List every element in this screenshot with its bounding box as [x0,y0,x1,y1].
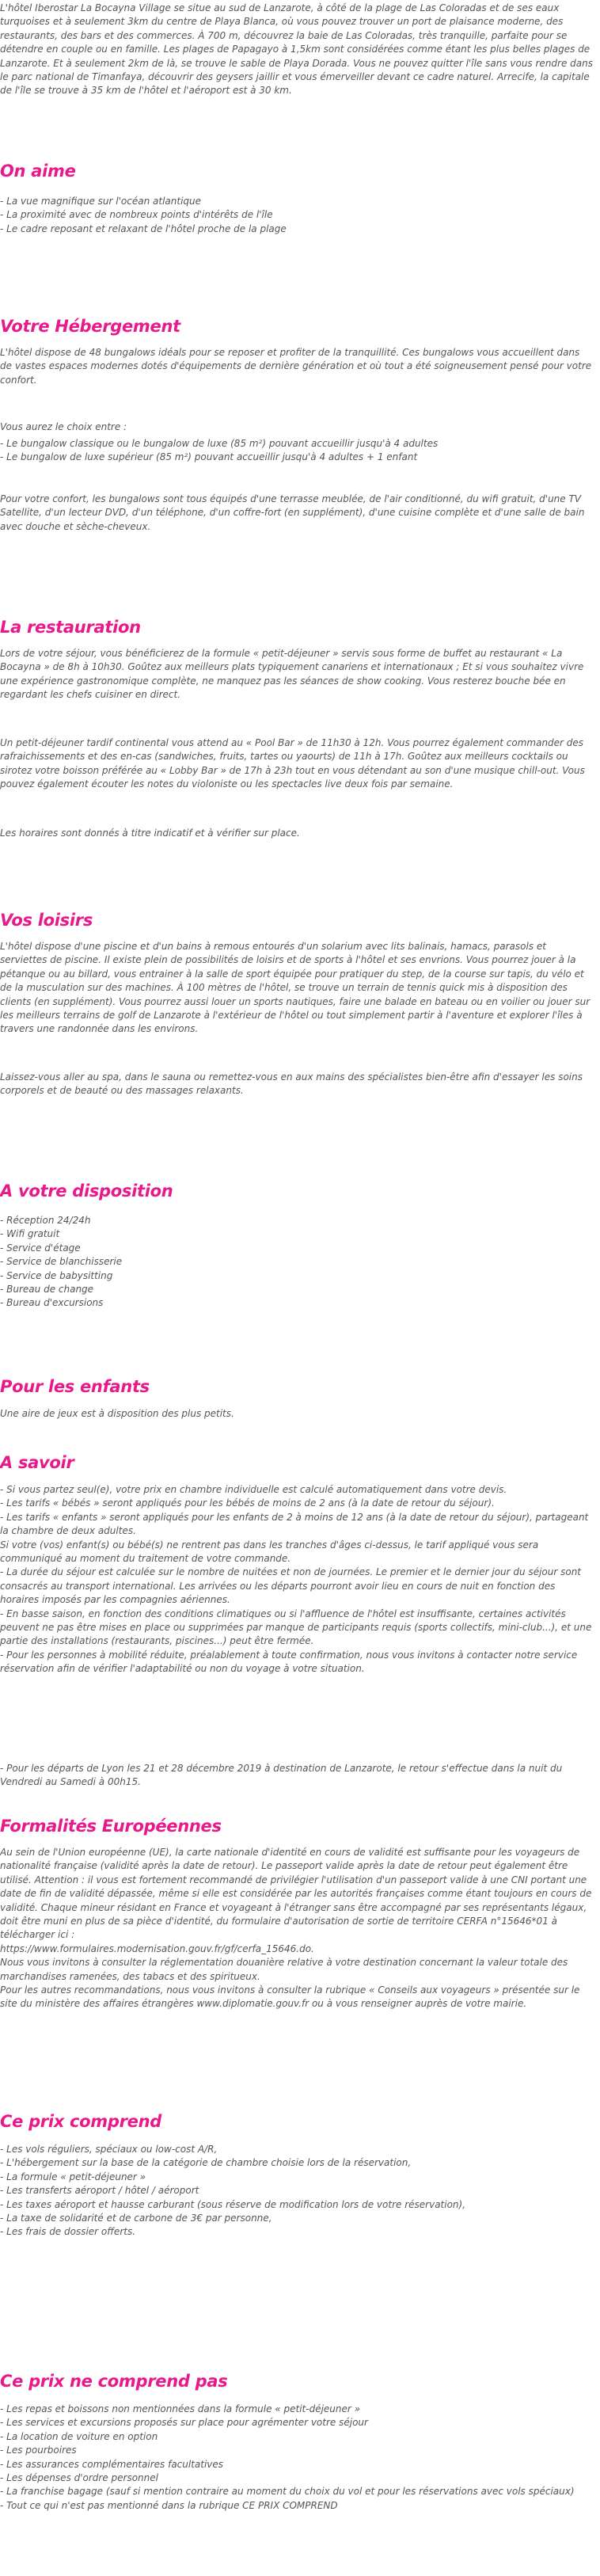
section-title-loisirs: Vos loisirs [0,911,93,930]
formalites-customs-paragraph: Nous vous invitons à consulter la réglementation douanière relative à votre destination concernant la valeur totale des marchandises ramenées, des tabacs et des spiritueux. [0,1957,568,1982]
list-item: - Les services et excursions proposés sur place pour agrémenter votre séjour [0,2417,368,2429]
formalites-recommendations-paragraph: Pour les autres recommandations, nous vous invitons à consulter la rubrique « Conseils aux voyageurs » présentée sur le site du ministère des affaires étrangères www.diplomatie.gouv.fr ou à vous renseigner auprès de votre mairie. [0,1984,580,2010]
hebergement-choices-list [0,437,594,465]
section-title-enfants: Pour les enfants [0,1377,150,1396]
list-item: - L'hébergement sur la base de la catégorie de chambre choisie lors de la réservation, [0,2157,412,2169]
list-item: - Les frais de dossier offerts. [0,2226,136,2238]
list-item: - Bureau d'excursions [0,1297,104,1309]
cerfa-link[interactable]: https://www.formulaires.modernisation.gouv.fr/gf/cerfa_15646.do. [0,1942,314,1954]
formalites-paragraph: Au sein de l'Union européenne (UE), la carte nationale d'identité en cours de validité est suffisante pour les voyageurs de nationalité française (validité après la date de retour). Le passeport valide après la date de retour peut également être utilisé. Attention : il vous est fortement recommandé de privilégier l'utilisation d'un passeport valide à une CNI portant une date de fin de validité dépassée, même si elle est considérée par les autorités françaises comme étant toujours en cours de validité. Chaque mineur résidant en France et voyageant à l'étranger sans être accompagné par ses représentants légaux, doit être muni en plus de sa pièce d'identité, du formulaire d'autorisation de sortie de territoire CERFA n°15646*01 à télécharger ici : [0,1847,592,1941]
section-title-restauration: La restauration [0,618,141,637]
list-item: - La franchise bagage (sauf si mention contraire au moment du choix du vol et pour les réservations avec vols spéciaux) [0,2486,575,2498]
restauration-paragraph-1: Lors de votre séjour, vous bénéficierez de la formule « petit-déjeuner » servis sous forme de buffet au restaurant « La Bocayna » de 8h à 10h30. Goûtez aux meilleurs plats typiquement canariens et internationaux ; Et si vous souhaitez vivre une expérience gastronomique complète, ne manquez pas les séances de show cooking. Vous resterez bouche bée en regardant les chefs cuisiner en direct. [0,648,584,701]
a-savoir-line: - Si vous partez seul(e), votre prix en chambre individuelle est calculé automatiquement dans votre devis. [0,1484,507,1495]
section-title-formalites: Formalités Européennes [0,1817,222,1836]
list-item: - Service d'étage [0,1242,81,1254]
list-item: - Les vols réguliers, spéciaux ou low-cost A/R, [0,2144,218,2155]
prix-ne-comprend-pas-list [0,2403,594,2513]
a-savoir-line: - En basse saison, en fonction des conditions climatiques ou si l'affluence de l'hôtel est insuffisante, certaines activités peuvent ne pas être mises en place ou supprimées par manque de participants requis (sports collectifs, mini-club...), et une partie des installations (restaurants, piscines...) peut être fermée. [0,1608,592,1647]
prix-comprend-list [0,2143,594,2239]
list-item: - La proximité avec de nombreux points d'intérêts de l'île [0,209,273,221]
loisirs-paragraph-1: L'hôtel dispose d'une piscine et d'un bains à remous entourés d'un solarium avec lits balinais, hamacs, parasols et serviettes de piscine. Il existe plein de possibilités de loisirs et de sports à l'hôtel et ses envrions. Vous pourrez jouer à la pétanque ou au billard, vous entrainer à la salle de sport équipée pour pratiquer du step, de la course sur tapis, du vélo et de la musculation sur des machines. À 100 mètres de l'hôtel, se trouve un terrain de tennis quick mis à disposition des clients (en supplément). Vous pourrez aussi louer un sports nautiques, faire une balade en bateau ou en voilier ou jouer sur les meilleurs terrains de golf de Lanzarote à l'extérieur de l'hôtel ou tout simplement partir à l'aventure et explorer l'îles à travers une randonnée dans les environs. [0,941,591,1035]
section-title-disposition: A votre disposition [0,1181,173,1200]
a-savoir-lyon-note: - Pour les départs de Lyon les 21 et 28 décembre 2019 à destination de Lanzarote, le retour s'effectue dans la nuit du Vendredi au Samedi à 00h15. [0,1763,563,1788]
list-item: - Les pourboires [0,2445,77,2456]
list-item: - La vue magnifique sur l'océan atlantique [0,196,202,207]
a-savoir-line: - Pour les personnes à mobilité réduite, préalablement à toute confirmation, nous vous invitons à contacter notre service réservation afin de vérifier l'adaptabilité ou non du voyage à votre situation. [0,1649,578,1675]
restauration-paragraph-2: Un petit-déjeuner tardif continental vous attend au « Pool Bar » de 11h30 à 12h. Vous pourrez également commander des rafraichissements et des en-cas (sandwiches, fruits, tartes ou yaourts) de 11h à 17h. Goûtez aux meilleurs cocktails ou sirotez votre boisson préférée au « Lobby Bar » de 17h à 23h tout en vous détendant au son d'une musique chill-out. Vous pouvez également écouter les notes du violoniste ou les spectacles live deux fois par semaine. [0,737,585,790]
section-title-a-savoir: A savoir [0,1453,74,1472]
section-title-prix-comprend: Ce prix comprend [0,2112,161,2131]
a-savoir-line: - Les tarifs « bébés » seront appliqués pour les bébés de moins de 2 ans (à la date de retour du séjour). [0,1497,495,1509]
list-item: - La taxe de solidarité et de carbone de 3€ par personne, [0,2213,272,2224]
list-item: - Le bungalow classique ou le bungalow de luxe (85 m²) pouvant accueillir jusqu'à 4 adultes [0,438,439,449]
list-item: - Service de babysitting [0,1269,113,1281]
list-item: - Bureau de change [0,1284,94,1296]
list-item: - La formule « petit-déjeuner » [0,2171,146,2182]
list-item: - Wifi gratuit [0,1228,60,1240]
section-title-on-aime: On aime [0,162,76,181]
intro-paragraph: L'hôtel Iberostar La Bocayna Village se situe au sud de Lanzarote, à côté de la plage de Las Coloradas et de ses eaux turquoises et à seulement 3km du centre de Playa Blanca, où vous pouvez trouver un port de plaisance moderne, des restaurants, des bars et des commerces. À 700 m, découvrez la baie de Las Coloradas, très tranquille, parfaite pour se détendre en couple ou en famille. Les plages de Papagayo à 1,5km sont considérées comme étant les plus belles plages de Lanzarote. Et à seulement 2km de là, se trouve le sable de Playa Dorada. Vous ne pouvez quitter l'île sans vous rendre dans le parc national de Timanfaya, découvrir des geysers jaillir et vous émerveiller devant ce cadre naturel. Arrecife, la capitale de l'île se trouve à 35 km de l'hôtel et l'aéroport est à 30 km. [0,2,593,97]
a-savoir-line: - La durée du séjour est calculée sur le nombre de nuitées et non de journées. Le premier et le dernier jour du séjour sont consacrés au transport international. Les arrivées ou les départs pourront avoir lieu en cours de nuit en fonction des horaires imposés par les compagnies aériennes. [0,1566,582,1606]
list-item: - Le cadre reposant et relaxant de l'hôtel proche de la plage [0,223,287,234]
a-savoir-line: - Les tarifs « enfants » seront appliqués pour les enfants de 2 à moins de 12 ans (à la date de retour du séjour), partageant la chambre de deux adultes. [0,1511,589,1537]
enfants-paragraph: Une aire de jeux est à disposition des plus petits. [0,1408,234,1419]
disposition-list [0,1214,594,1311]
restauration-note: Les horaires sont donnés à titre indicatif et à vérifier sur place. [0,828,300,839]
loisirs-paragraph-2: Laissez-vous aller au spa, dans le sauna ou remettez-vous en aux mains des spécialistes bien-être afin d'essayer les soins corporels et de beauté ou des massages relaxants. [0,1071,583,1097]
list-item: - Les transferts aéroport / hôtel / aéroport [0,2185,199,2197]
hebergement-paragraph: L'hôtel dispose de 48 bungalows idéals pour se reposer et profiter de la tranquillité. Ces bungalows vous accueillent dans de vastes espaces modernes dotés d'équipements de dernière génération et où tout a été soigneusement pensé pour votre confort. [0,347,592,386]
section-title-prix-ne-comprend-pas: Ce prix ne comprend pas [0,2372,228,2391]
list-item: - Tout ce qui n'est pas mentionné dans la rubrique CE PRIX COMPREND [0,2499,338,2511]
list-item: - Le bungalow de luxe supérieur (85 m²) pouvant accueillir jusqu'à 4 adultes + 1 enfant [0,451,418,463]
a-savoir-content [0,1483,594,1676]
formalites-content [0,1846,594,2011]
hebergement-equipment-paragraph: Pour votre confort, les bungalows sont tous équipés d'une terrasse meublée, de l'air conditionné, du wifi gratuit, d'une TV Satellite, d'un lecteur DVD, d'un téléphone, d'un coffre-fort (en supplément), d'une cuisine complète et d'une salle de bain avec douche et sèche-cheveux. [0,493,585,532]
list-item: - La location de voiture en option [0,2430,158,2442]
list-item: - Les dépenses d'ordre personnel [0,2472,158,2484]
a-savoir-line: Si votre (vos) enfant(s) ou bébé(s) ne rentrent pas dans les tranches d'âges ci-dessus, le tarif appliqué vous sera communiqué au moment du traitement de votre commande. [0,1539,539,1565]
list-item: - Les repas et boissons non mentionnées dans la formule « petit-déjeuner » [0,2403,361,2414]
list-item: - Réception 24/24h [0,1215,91,1226]
list-item: - Service de blanchisserie [0,1256,123,1268]
list-item: - Les assurances complémentaires facultatives [0,2458,224,2470]
hebergement-choice-intro: Vous aurez le choix entre : [0,421,127,432]
section-title-hebergement: Votre Hébergement [0,317,180,336]
list-item: - Les taxes aéroport et hausse carburant (sous réserve de modification lors de votre réservation), [0,2198,466,2210]
on-aime-list [0,195,594,236]
